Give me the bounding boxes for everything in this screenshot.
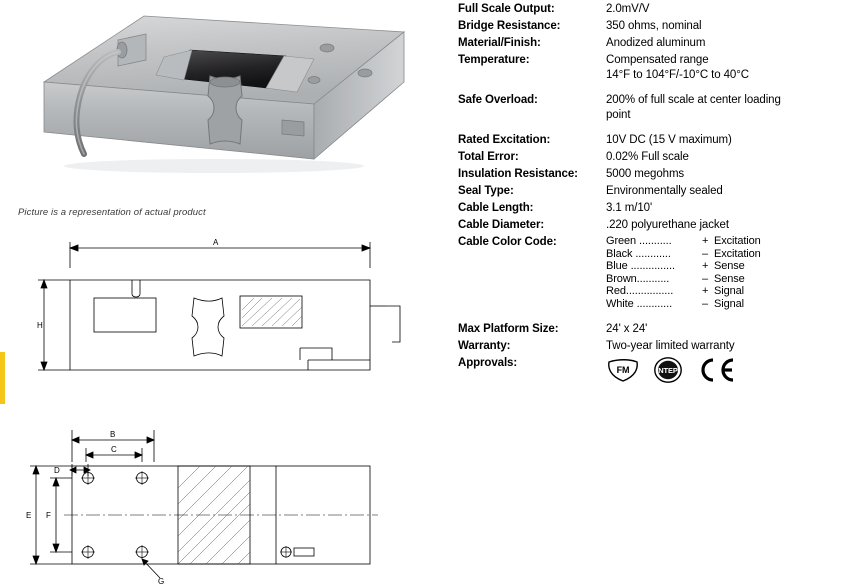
page-edge-accent-bar [0,352,5,404]
color-function: Signal [714,285,744,298]
color-code-entry [606,260,867,273]
spec-label: Cable Color Code: [458,236,557,248]
spec-row-cable-color-code [458,235,867,311]
color-sign: + [702,285,709,298]
color-name: Red................ [606,285,674,298]
spec-value: 10V DC (15 V maximum) [606,134,732,146]
spec-value: Environmentally sealed [606,185,723,197]
photo-caption: Picture is a representation of actual product [18,207,206,218]
spec-row-cable-length [458,201,867,216]
color-sign: – [702,297,709,310]
spec-value: 200% of full scale at center loading [606,94,781,106]
spec-value: Compensated range [606,54,709,66]
spec-label: Insulation Resistance: [458,168,578,180]
side-view-dimension-drawing [8,232,448,397]
spec-value-secondary: point [606,109,631,121]
spec-label: Approvals: [458,356,518,369]
spec-value: .220 polyurethane jacket [606,219,729,231]
spec-value: 3.1 m/10' [606,202,653,214]
color-sign: – [702,272,709,285]
color-code-entry [606,235,867,248]
spec-label: Total Error: [458,151,519,163]
spec-row-cable-diameter [458,218,867,233]
spec-label: Temperature: [458,54,530,66]
color-function: Excitation [714,247,761,260]
spec-label: Rated Excitation: [458,134,551,146]
color-sign: + [702,235,709,247]
color-function: Excitation [714,235,761,247]
svg-text:A: A [213,238,219,247]
color-name: Blue ............... [606,260,675,273]
fm-approval-icon [606,358,640,387]
spec-label: Full Scale Output: [458,3,555,15]
color-code-entry [606,248,867,261]
spec-value: 5000 megohms [606,168,685,180]
spec-value-group [606,53,867,82]
spec-value: 0.02% Full scale [606,151,689,163]
svg-text:NTEP: NTEP [658,365,678,375]
spec-value-group [606,93,867,122]
spec-label: Warranty: [458,339,511,352]
svg-text:E: E [26,511,32,520]
spec-label: Safe Overload: [458,94,538,106]
color-name: Green ........... [606,235,672,247]
color-function: Sense [714,272,745,285]
ntep-approval-icon [653,357,683,388]
svg-text:F: F [46,511,51,520]
spec-label: Material/Finish: [458,37,541,49]
spec-value: Anodized aluminum [606,37,706,49]
color-function: Signal [714,297,744,310]
spec-row-full-scale-output [458,2,867,17]
ce-approval-icon [696,357,736,388]
spec-value-secondary: 14°F to 104°F/-10°C to 40°C [606,69,749,81]
color-sign: – [702,247,709,260]
spec-row-approvals [458,356,867,388]
spec-row-material-finish [458,36,867,51]
spec-row-insulation-resistance [458,167,867,182]
color-name: Black ............ [606,247,671,260]
svg-text:G: G [158,577,165,586]
spec-row-bridge-resistance [458,19,867,34]
spec-label: Cable Length: [458,202,534,214]
spec-value: 2.0mV/V [606,3,650,15]
spec-value: Two-year limited warranty [606,339,735,352]
spec-row-seal-type [458,184,867,199]
svg-text:C: C [111,445,117,454]
color-code-entry [606,285,867,298]
svg-text:D: D [54,466,60,475]
color-function: Sense [714,260,745,273]
color-name: Brown........... [606,272,670,285]
color-name: White ............ [606,297,673,310]
svg-text:FM: FM [616,364,630,375]
spec-row-safe-overload [458,93,867,122]
svg-text:H: H [37,321,43,330]
specifications-table [458,0,867,390]
color-sign: + [702,260,709,273]
color-code-entry [606,298,867,311]
approvals-marks [606,356,867,388]
spec-value: 350 ohms, nominal [606,20,702,32]
top-view-dimension-drawing [8,418,448,586]
spec-row-rated-excitation [458,133,867,148]
spec-row-warranty [458,339,867,354]
spec-row-total-error [458,150,867,165]
color-code-entry [606,273,867,286]
spec-label: Cable Diameter: [458,219,545,231]
spec-label: Seal Type: [458,185,514,197]
spec-label: Max Platform Size: [458,322,559,335]
spec-value: 24' x 24' [606,322,648,335]
spec-label: Bridge Resistance: [458,20,561,32]
cable-color-code-list [606,235,867,311]
single-point-load-cell-photo [14,4,434,204]
spec-row-max-platform-size [458,322,867,337]
spec-row-temperature [458,53,867,82]
svg-text:B: B [110,430,116,439]
